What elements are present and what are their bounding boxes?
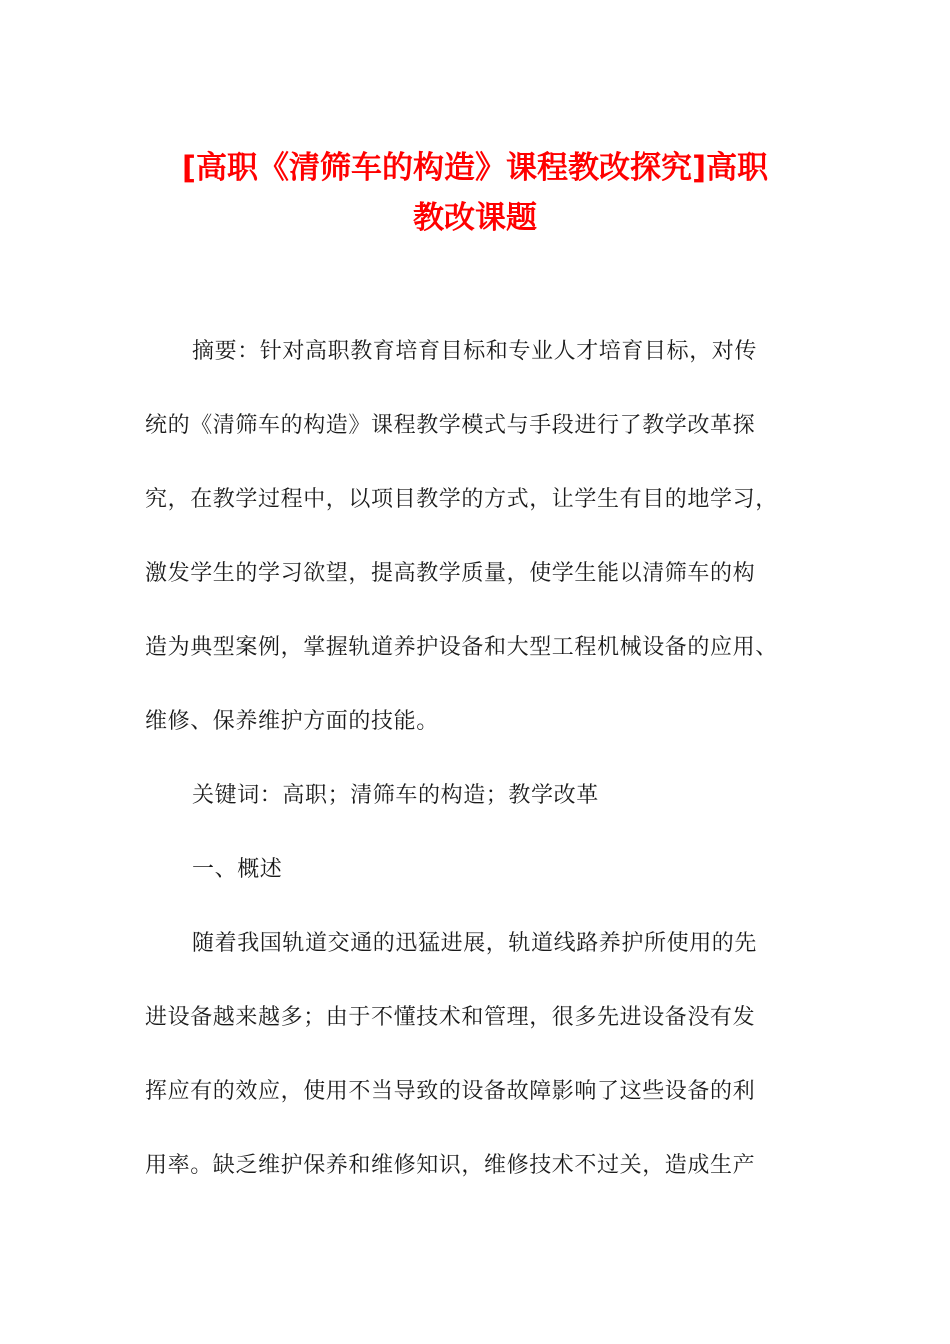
document-body <box>145 330 815 1218</box>
paragraph-line-3: 挥应有的效应，使用不当导致的设备故障影响了这些设备的利 <box>145 1079 756 1104</box>
document-title <box>140 143 810 243</box>
paragraph-line-1: 随着我国轨道交通的迅猛进展，轨道线路养护所使用的先 <box>192 931 758 956</box>
title-line-1: [高职《清筛车的构造》课程教改探究]高职 <box>181 150 769 186</box>
title-line-2: 教改课题 <box>413 200 537 236</box>
keywords-line: 关键词：高职；清筛车的构造；教学改革 <box>192 783 599 808</box>
section-heading-overview: 一、概述 <box>192 857 283 882</box>
paragraph-line-2: 进设备越来越多；由于不懂技术和管理，很多先进设备没有发 <box>145 1005 756 1030</box>
abstract-line-1: 摘要：针对高职教育培育目标和专业人才培育目标，对传 <box>192 339 758 364</box>
abstract-line-3: 究，在教学过程中，以项目教学的方式，让学生有目的地学习， <box>145 487 778 512</box>
abstract-line-4: 激发学生的学习欲望，提高教学质量，使学生能以清筛车的构 <box>145 561 756 586</box>
abstract-line-6: 维修、保养维护方面的技能。 <box>145 709 439 734</box>
abstract-line-5: 造为典型案例，掌握轨道养护设备和大型工程机械设备的应用、 <box>145 635 778 660</box>
abstract-line-2: 统的《清筛车的构造》课程教学模式与手段进行了教学改革探 <box>145 413 756 438</box>
paragraph-line-4: 用率。缺乏维护保养和维修知识，维修技术不过关，造成生产 <box>145 1153 756 1178</box>
